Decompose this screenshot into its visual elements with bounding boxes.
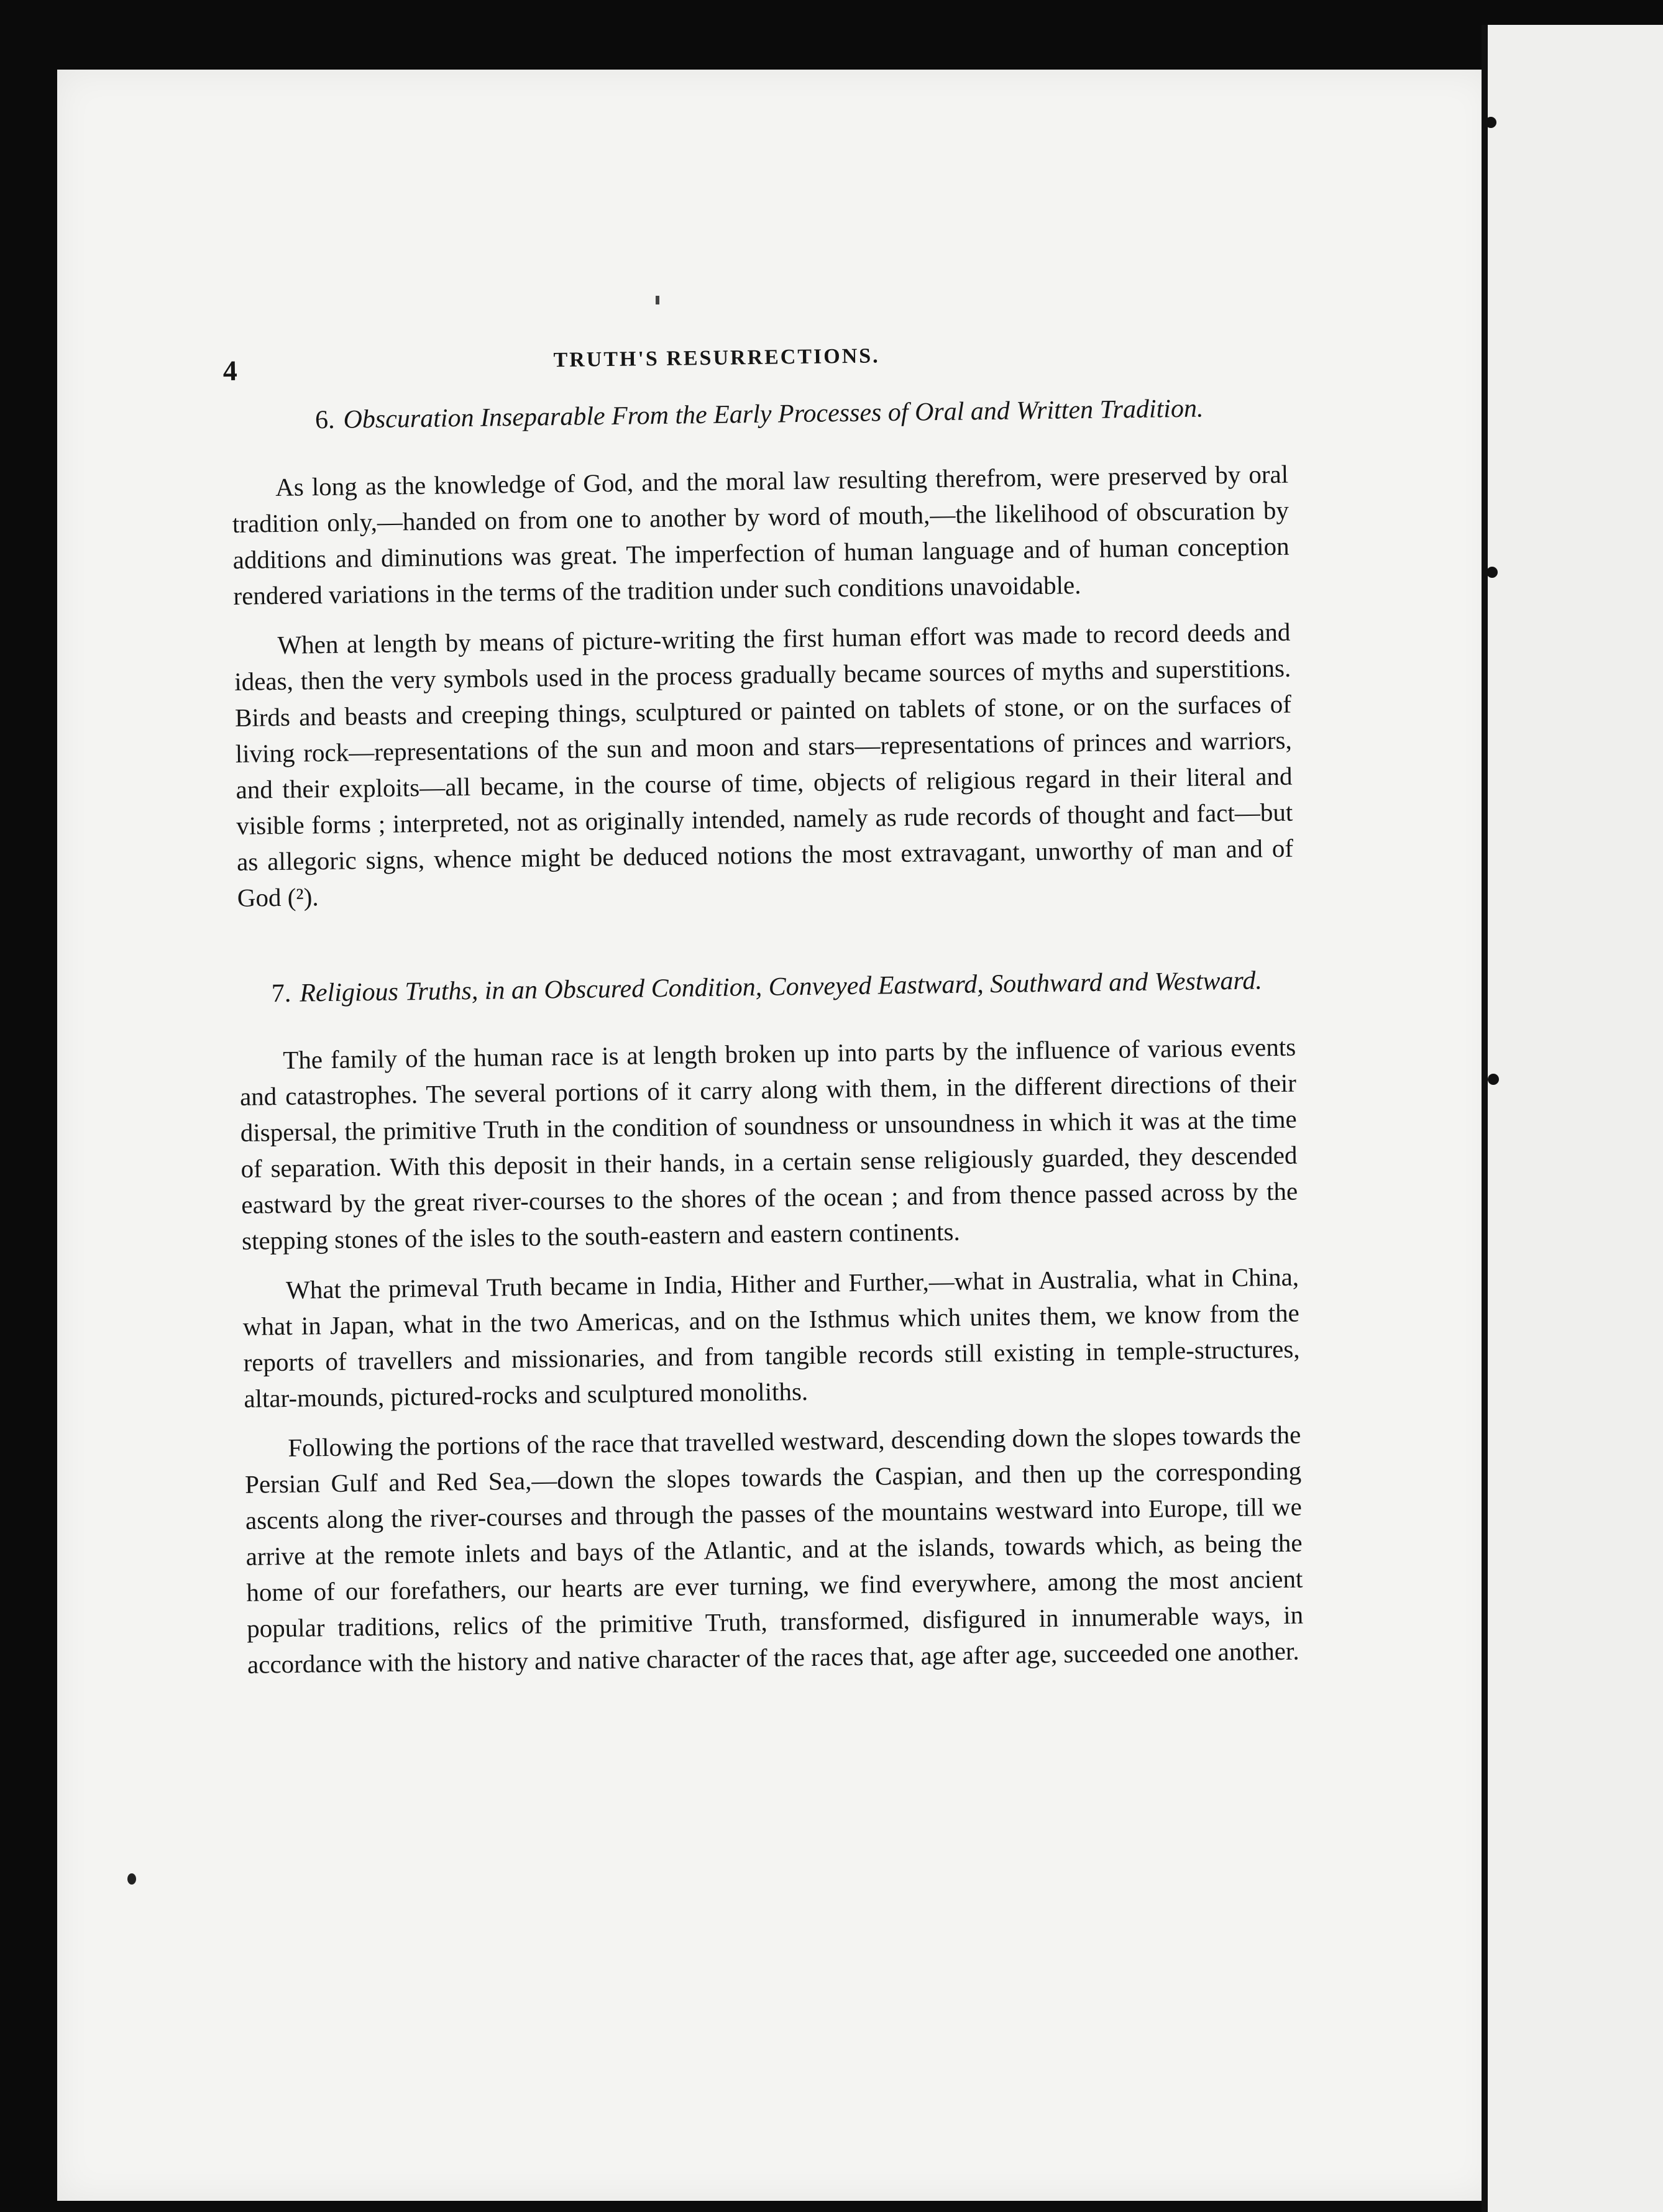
paragraph: The family of the human race is at length broken up into parts by the influence of various events and catastrophes. The several portions of it carry along with them, in the different directions of their dispersal, the primitive Truth in the condition of soundness or unsoundness in which it was at the time of separation. With this deposit in their hands, in a certain sense religiously guarded, they descended eastward by the great river-courses to the shores of the ocean ; and from thence passed across by the stepping stones of the isles to the south-eastern and eastern continents. — [239, 1032, 1298, 1255]
paragraph: When at length by means of picture-writing the first human effort was made to record deeds and ideas, then the very symbols used in the process gradually became sources of myths and superstitions. Birds and beasts and creeping things, sculptured or painted on tablets of stone, or on the surfaces of living rock—representations of the sun and moon and stars—representations of princes and warriors, and their exploits—all became, in the course of time, objects of religious regard in their literal and visible forms ; interpreted, not as originally intended, namely as rude records of thought and fact—but as allegoric signs, whence might be deduced notions the most extravagant, unworthy of man and of God (²). — [234, 617, 1294, 912]
binding-mark — [1488, 1074, 1499, 1085]
paragraph: As long as the knowledge of God, and the moral law resulting therefrom, were preserved by oral tradition only,—handed on from one to another by word of mouth,—the likelihood of obscuration by additions and diminutions was great. The imperfection of human language and of human conception rendered variations in the terms of the tradition under such conditions unavoidable. — [232, 459, 1290, 610]
adjacent-page-edge — [1487, 25, 1663, 2212]
ink-speck — [127, 1873, 136, 1885]
paragraph: What the primeval Truth became in India, Hither and Further,—what in Australia, what in China, what in Japan, what in the two Americas, and on the Isthmus which unites them, we know from the reports of travellers and missionaries, and from tangible records still existing in temple-structures, altar-mounds, pictured-rocks and sculptured monoliths. — [242, 1262, 1300, 1413]
page-content — [222, 322, 1304, 1696]
binding-mark — [1487, 567, 1498, 578]
running-title: TRUTH'S RESURRECTIONS. — [553, 344, 880, 372]
section-number: 7. — [271, 979, 291, 1008]
page-number: 4 — [222, 354, 238, 387]
binding-mark — [1485, 117, 1496, 128]
section-number: 6. — [314, 405, 335, 435]
section-title: Obscuration Inseparable From the Early Processes of Oral and Written Tradition. — [343, 394, 1204, 434]
paragraph: Following the portions of the race that travelled westward, descending down the slopes towards the Persian Gulf and Red Sea,—down the slopes towards the Caspian, and then up the corresponding ascents along the river-courses and through the passes of the mountains westward into Europe, till we arrive at the remote inlets and bays of the Atlantic, and at the islands, towards which, as being the home of our forefathers, our hearts are ever turning, we find everywhere, among the most ancient popular traditions, relics of the primitive Truth, transformed, disfigured in innumerable ways, in accordance with the history and native character of the races that, age after age, succeeded one another. — [244, 1420, 1304, 1679]
section-heading-7 — [251, 963, 1283, 1012]
ink-speck — [656, 296, 659, 304]
section-title: Religious Truths, in an Obscured Condition, Conveyed Eastward, Southward and Westward. — [300, 966, 1263, 1008]
page-gutter — [1482, 25, 1488, 2212]
section-heading-6 — [243, 390, 1275, 439]
